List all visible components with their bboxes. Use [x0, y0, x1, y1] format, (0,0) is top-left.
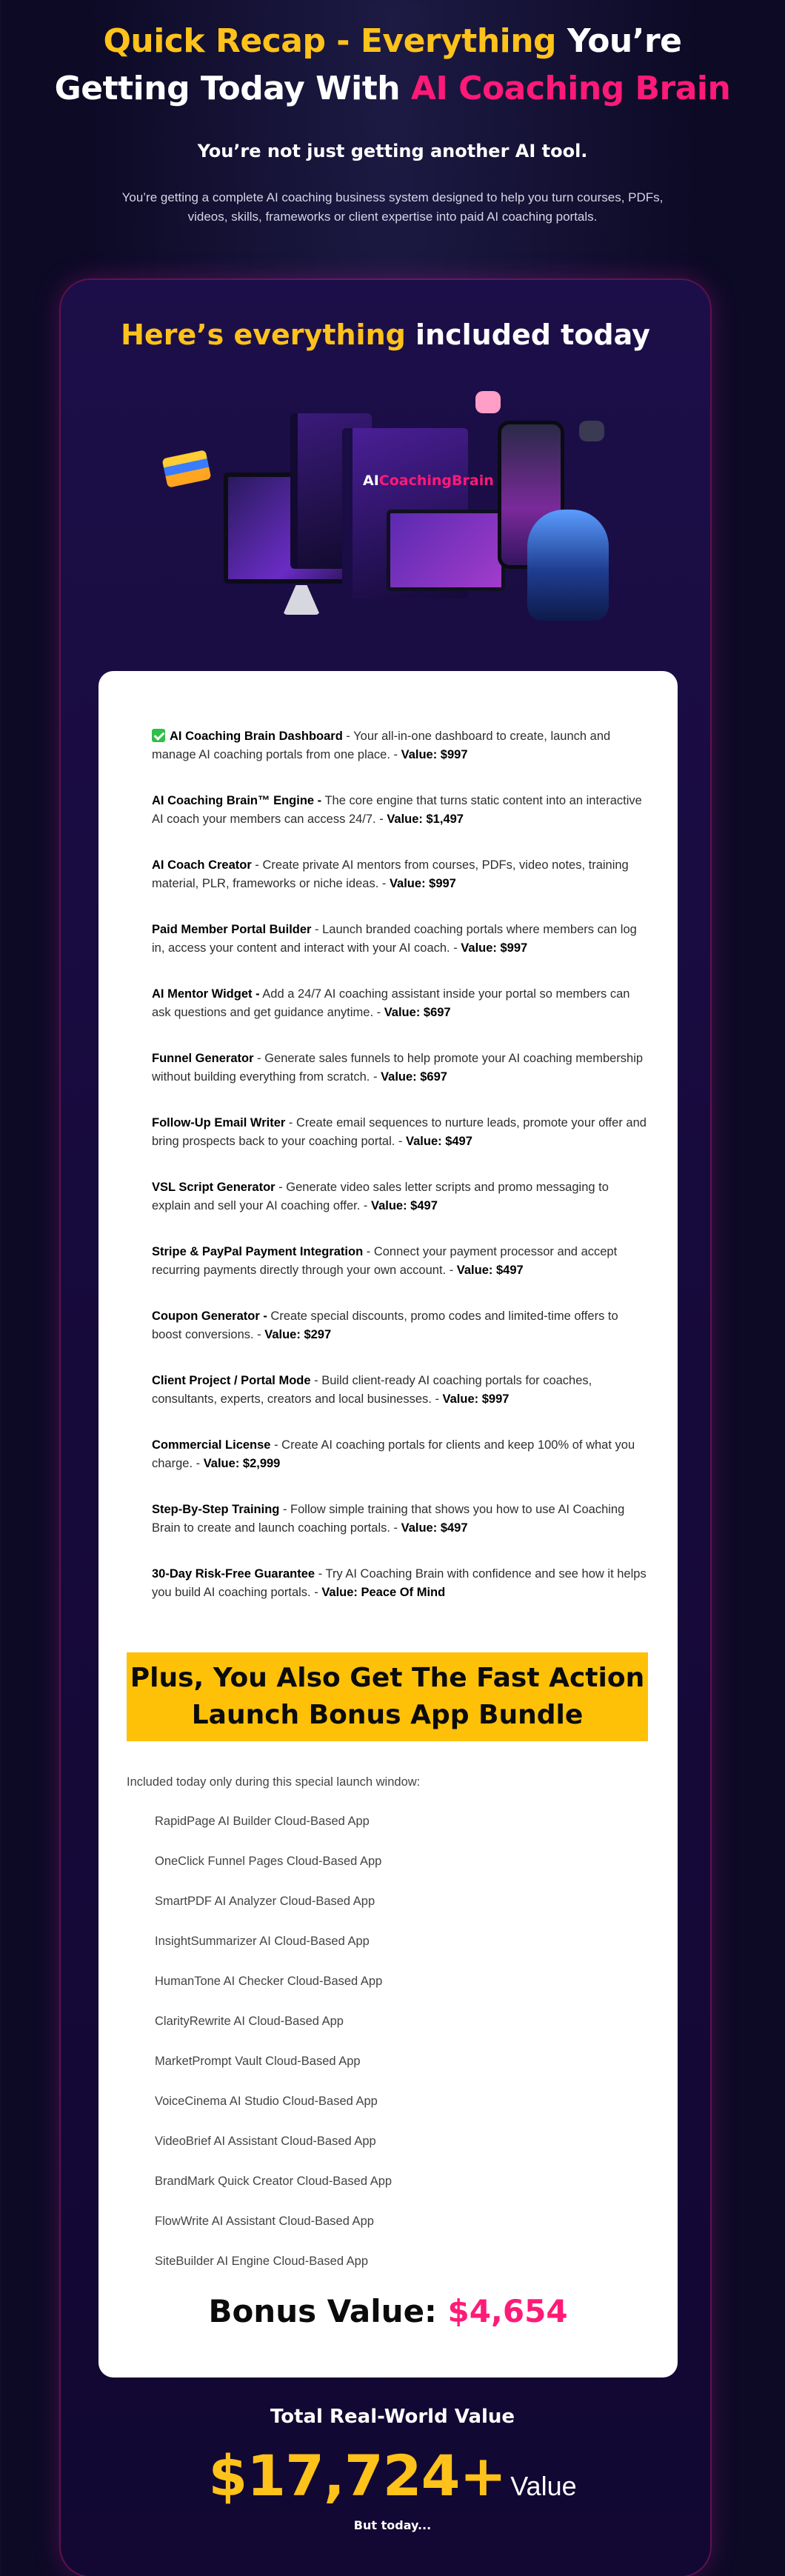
bonus-banner-line2: Launch Bonus App Bundle [191, 1700, 584, 1730]
headline-text: You’re [556, 22, 682, 60]
feature-item: Commercial License - Create AI coaching portals for clients and keep 100% of what you charge. - Value: $2,999 [152, 1438, 635, 1470]
offer-card [98, 671, 678, 2378]
panel-title-highlight: Here’s everything [121, 318, 406, 351]
bonus-app-item: MarketPrompt Vault Cloud-Based App [155, 2055, 361, 2068]
bonus-app-item: VideoBrief AI Assistant Cloud-Based App [155, 2135, 376, 2148]
bonus-app-item: RapidPage AI Builder Cloud-Based App [155, 1815, 370, 1828]
feature-item: Stripe & PayPal Payment Integration - Connect your payment processor and accept recurring payments directly through your own account. - Value: $497 [152, 1245, 618, 1277]
chat-bubble-icon-2 [579, 421, 604, 441]
feature-item: AI Coaching Brain™ Engine - The core engine that turns static content into an interactive AI coach your members can access 24/7. - Value: $1,497 [152, 794, 642, 826]
feature-item: Step-By-Step Training - Follow simple training that shows you how to use AI Coaching Brain to create and launch coaching portals. - Value: $497 [152, 1503, 625, 1535]
bonus-app-item: InsightSummarizer AI Cloud-Based App [155, 1935, 370, 1948]
feature-item: Paid Member Portal Builder - Launch branded coaching portals where members can log in, access your content and interact with your AI coach. - Value: $997 [152, 923, 637, 955]
but-today-text: But today... [353, 2518, 432, 2532]
feature-item: Client Project / Portal Mode - Build client-ready AI coaching portals for coaches, consultants, experts, creators and local businesses. - Value: $997 [152, 1374, 592, 1406]
bonus-value [98, 2293, 678, 2329]
headline [0, 18, 785, 113]
bonus-banner-line1: Plus, You Also Get The Fast Action [130, 1663, 645, 1693]
product-box-label [363, 473, 494, 489]
subhead: You’re not just getting another AI tool. [197, 141, 588, 161]
bonus-app-item: SiteBuilder AI Engine Cloud-Based App [155, 2255, 369, 2268]
feature-item: 30-Day Risk-Free Guarantee - Try AI Coaching Brain with confidence and see how it helps you build AI coaching portals. - Value: Peace Of Mind [152, 1567, 647, 1599]
feature-item: Coupon Generator - Create special discounts, promo codes and limited-time offers to boost conversions. - Value: $297 [152, 1309, 618, 1341]
bonus-app-item: VoiceCinema AI Studio Cloud-Based App [155, 2095, 378, 2108]
headline-brand: AI Coaching Brain [410, 70, 731, 107]
total-value [0, 2443, 785, 2509]
panel-title [61, 318, 710, 351]
feature-list [152, 727, 648, 1629]
chat-bubble-icon [475, 391, 501, 413]
ai-avatar-character [527, 510, 609, 621]
total-value-label: Total Real-World Value [270, 2406, 515, 2428]
check-icon [152, 729, 165, 742]
box-label-ai: AI [363, 473, 379, 489]
monitor-stand [283, 585, 320, 615]
total-value-suffix: Value [510, 2471, 577, 2501]
bonus-value-amount: $4,654 [447, 2293, 568, 2329]
feature-item: Funnel Generator - Generate sales funnels to help promote your AI coaching membership without building everything from scratch. - Value: $697 [152, 1052, 644, 1084]
bonus-app-item: SmartPDF AI Analyzer Cloud-Based App [155, 1895, 375, 1908]
total-value-amount: $17,724+ [208, 2443, 507, 2509]
box-label-brand: CoachingBrain [378, 473, 494, 489]
bonus-app-item: BrandMark Quick Creator Cloud-Based App [155, 2175, 392, 2188]
bonus-value-label: Bonus Value: [208, 2293, 448, 2329]
bonus-intro: Included today only during this special launch window: [127, 1775, 421, 1789]
headline-text-2: Getting Today With [54, 70, 411, 107]
bonus-app-item: OneClick Funnel Pages Cloud-Based App [155, 1855, 382, 1868]
feature-item: Follow-Up Email Writer - Create email sequences to nurture leads, promote your offer and bring prospects back to your coaching portal. - Value: $497 [152, 1116, 647, 1148]
headline-highlight: Quick Recap - Everything [103, 22, 557, 60]
bonus-app-item: HumanTone AI Checker Cloud-Based App [155, 1975, 383, 1988]
feature-item: VSL Script Generator - Generate video sales letter scripts and promo messaging to explain and sell your AI coaching offer. - Value: $497 [152, 1181, 609, 1212]
feature-item: AI Coaching Brain Dashboard - Your all-in-one dashboard to create, launch and manage AI coaching portals from one place. - Value: $997 [152, 730, 611, 761]
hero-section [0, 0, 785, 227]
intro-paragraph: You’re getting a complete AI coaching business system designed to help you turn courses, PDFs, videos, skills, frameworks or client expertise into paid AI coaching portals. [121, 190, 664, 224]
books-icon [161, 450, 211, 488]
feature-item: AI Mentor Widget - Add a 24/7 AI coaching assistant inside your portal so members can ask questions and get guidance anytime. - Value: $697 [152, 987, 630, 1019]
laptop-mockup [387, 510, 505, 591]
product-mockup-image [164, 391, 624, 635]
bonus-banner [127, 1652, 648, 1741]
feature-item: AI Coach Creator - Create private AI mentors from courses, PDFs, video notes, training material, PLR, frameworks or niche ideas. - Value: $997 [152, 858, 629, 890]
panel-title-text: included today [405, 318, 650, 351]
bonus-app-list [155, 1814, 392, 2294]
bonus-app-item: ClarityRewrite AI Cloud-Based App [155, 2015, 344, 2028]
bonus-app-item: FlowWrite AI Assistant Cloud-Based App [155, 2215, 374, 2228]
